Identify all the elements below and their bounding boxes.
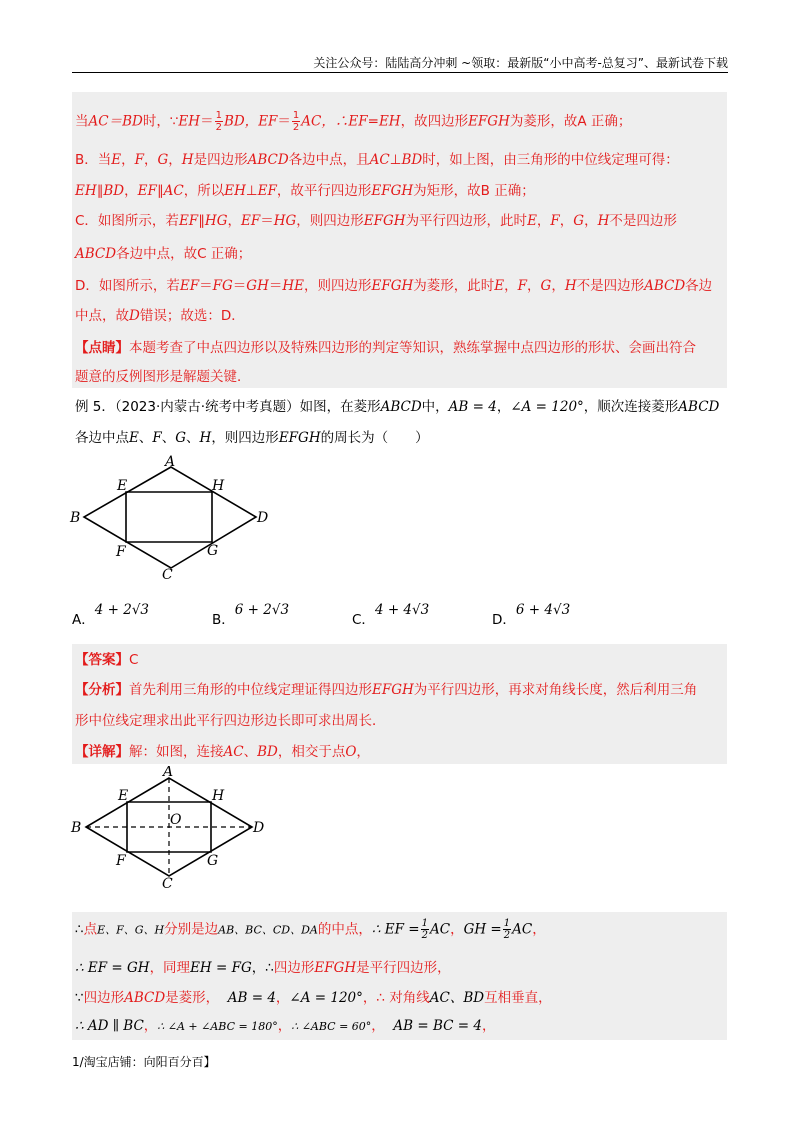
step-line-1: ∴点E、F、G、H分别是边AB、BC、CD、DA的中点，∴ EF = $\frac{1}{2}$ AC，GH = $\frac{1}{2}$ AC， bbox=[75, 918, 546, 941]
label-h: H bbox=[212, 478, 225, 494]
label-a: A bbox=[165, 455, 176, 470]
option-d[interactable]: D．6 + 4√3 bbox=[492, 602, 571, 628]
quad-efgh bbox=[126, 492, 212, 542]
prev-line-1: 当AC＝BD时，∵EH＝ $\frac{1}{2}$ BD，EF＝ $\frac{1}{2}$ AC，∴EF=EH，故四边形EFGH为菱形，故A 正确； bbox=[75, 110, 632, 133]
label-d: D bbox=[253, 820, 265, 836]
example-line-2: 各边中点E、F、G、H，则四边形EFGH的周长为（ ） bbox=[75, 430, 429, 446]
label-o: O bbox=[170, 812, 182, 828]
prev-line-6: D．如图所示，若EF＝FG＝GH＝HE，则四边形EFGH为菱形，此时E，F，G，H不是四边形ABCD各边 bbox=[75, 278, 713, 294]
fraction-half: $\frac{1}{2}$ bbox=[292, 110, 300, 133]
comment-tag: 【点睛】 bbox=[75, 340, 129, 356]
label-g: G bbox=[207, 853, 219, 869]
page-footer bbox=[72, 1053, 216, 1070]
answer-line bbox=[75, 650, 138, 670]
prev-line-5: ABCD各边中点，故C 正确； bbox=[75, 246, 252, 262]
step-line-2: ∴ EF = GH，同理EH = FG，∴四边形EFGH是平行四边形， bbox=[75, 960, 451, 976]
option-a[interactable]: A．4 + 2√3 bbox=[72, 602, 150, 628]
label-b: B bbox=[70, 510, 81, 526]
fraction-half: $\frac{1}{2}$ bbox=[503, 918, 511, 941]
analysis-tag: 【分析】 bbox=[75, 682, 129, 698]
answer-tag: 【答案】 bbox=[75, 652, 129, 668]
label-h: H bbox=[212, 788, 225, 804]
fraction-half: $\frac{1}{2}$ bbox=[421, 918, 428, 941]
label-f: F bbox=[116, 544, 126, 560]
label-c: C bbox=[162, 567, 173, 583]
label-g: G bbox=[207, 543, 219, 559]
label-d: D bbox=[257, 510, 269, 526]
step-line-3: ∵四边形ABCD是菱形， AB = 4，∠A = 120°，∴ 对角线AC、BD互相垂直， bbox=[75, 990, 552, 1006]
option-c[interactable]: C．4 + 4√3 bbox=[352, 602, 430, 628]
comment-line-2: 题意的反例图形是解题关键． bbox=[75, 369, 251, 385]
rhombus-figure bbox=[66, 455, 276, 583]
example-line-1: 例 5．（2023·内蒙古·统考中考真题）如图，在菱形ABCD中，AB = 4，∠A = 120°，顺次连接菱形ABCD bbox=[75, 399, 720, 415]
comment-line-1: 【点睛】本题考查了中点四边形以及特殊四边形的判定等知识，熟练掌握中点四边形的形状、会画出符合 bbox=[75, 340, 696, 356]
label-e: E bbox=[117, 478, 128, 494]
label-b: B bbox=[71, 820, 82, 836]
header-text: 关注公众号：陆陆高分冲刺 ~领取：最新版“小中高考-总复习”、最新试卷下载 bbox=[313, 56, 728, 70]
page-header bbox=[72, 54, 728, 73]
label-c: C bbox=[162, 876, 173, 890]
analysis-line-1: 【分析】首先利用三角形的中位线定理证得四边形EFGH为平行四边形，再求对角线长度，然后利用三角 bbox=[75, 682, 698, 698]
detail-tag: 【详解】 bbox=[75, 744, 129, 760]
footer-text: 1/淘宝店铺：向阳百分百】 bbox=[72, 1055, 216, 1069]
label-f: F bbox=[116, 853, 126, 869]
fraction-half: $\frac{1}{2}$ bbox=[215, 110, 222, 133]
prev-line-3: EH∥BD，EF∥AC，所以EH⊥EF，故平行四边形EFGH为矩形，故B 正确； bbox=[75, 183, 535, 199]
label-e: E bbox=[118, 788, 129, 804]
prev-line-4: C．如图所示，若EF∥HG，EF＝HG，则四边形EFGH为平行四边形，此时E，F，G，H不是四边形 bbox=[75, 213, 677, 229]
label-a: A bbox=[163, 766, 174, 780]
analysis-line-2: 形中位线定理求出此平行四边形边长即可求出周长． bbox=[75, 713, 386, 729]
rhombus-figure-with-diagonals bbox=[66, 766, 266, 890]
detail-line: 【详解】解：如图，连接AC、BD，相交于点O， bbox=[75, 744, 370, 760]
prev-line-2: B．当E，F，G，H是四边形ABCD各边中点，且AC⊥BD时，如上图，由三角形的中位线定理可得： bbox=[75, 152, 679, 168]
option-b[interactable]: B．6 + 2√3 bbox=[212, 602, 290, 628]
rhombus-abcd bbox=[84, 467, 256, 568]
step-line-4: ∴ AD ∥ BC，∴ ∠A + ∠ABC = 180°，∴ ∠ABC = 60°， AB = BC = 4， bbox=[75, 1018, 496, 1034]
answer-value: C bbox=[129, 652, 139, 668]
prev-line-7: 中点，故D错误；故选：D． bbox=[75, 308, 245, 324]
